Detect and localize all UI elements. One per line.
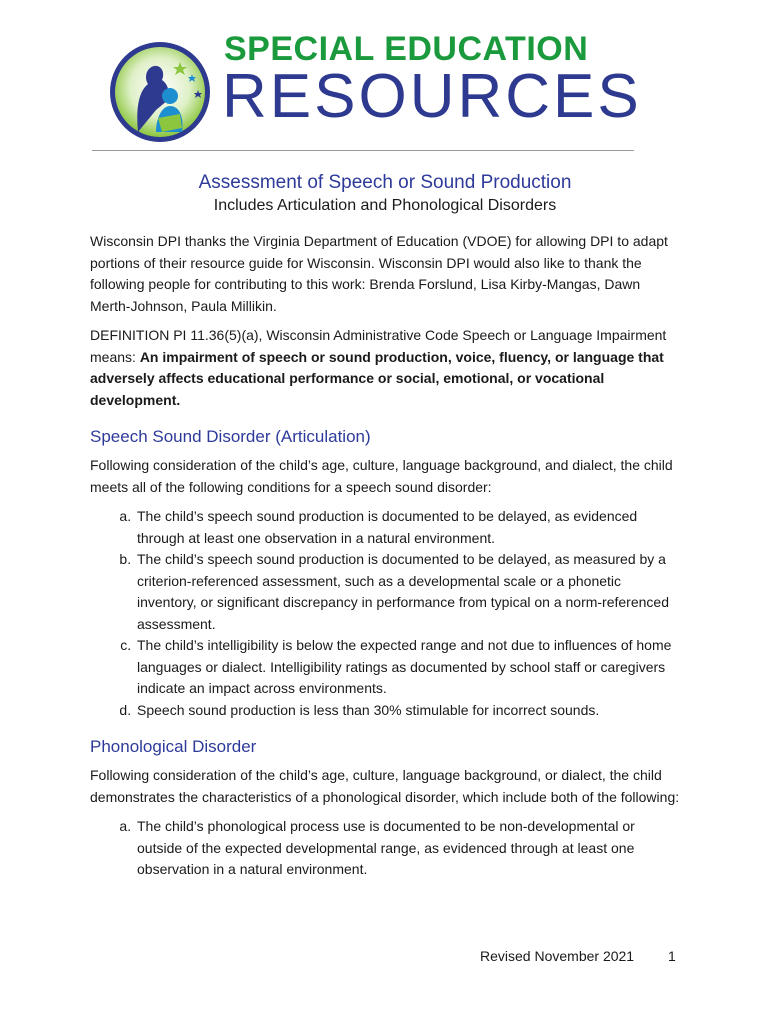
- definition-bold: An impairment of speech or sound production, voice, fluency, or language that adversely affects educational performance or social, emotional, or vocational development.: [90, 348, 664, 408]
- document-header: [0, 0, 768, 160]
- section-heading-phonological: Phonological Disorder: [90, 737, 257, 756]
- list-item: a. The child’s speech sound production is documented to be delayed, as evidenced through at least one observation in a natural environment.: [135, 506, 680, 549]
- document-body: [90, 172, 680, 889]
- page-number: 1: [668, 948, 676, 964]
- intro-paragraph: Wisconsin DPI thanks the Virginia Department of Education (VDOE) for allowing DPI to adapt portions of their resource guide for Wisconsin. Wisconsin DPI would also like to thank the following people for contributing to this work: Brenda Forslund, Lisa Kirby-Mangas, Dawn Merth-Johnson, Paula Millikin.: [90, 233, 668, 314]
- page-title: Assessment of Speech or Sound Production: [198, 172, 572, 193]
- phonological-conditions-list: [90, 816, 680, 881]
- list-item: d. Speech sound production is less than 30% stimulable for incorrect sounds.: [135, 700, 680, 722]
- page-subtitle: Includes Articulation and Phonological Disorders: [213, 197, 557, 214]
- speech-sound-conditions-list: [90, 506, 680, 721]
- definition-lead: DEFINITION PI 11.36(5)(a), Wisconsin Administrative Code Speech or Language Impairment means:: [90, 327, 667, 365]
- definition-paragraph: [90, 325, 680, 411]
- section-lead-phonological: Following consideration of the child’s age, culture, language background, or dialect, the child demonstrates the characteristics of a phonological disorder, which include both of the following:: [90, 767, 680, 805]
- list-item: c. The child’s intelligibility is below the expected range and not due to influences of home languages or dialect. Intelligibility ratings as documented by school staff or caregivers indicate an impact across environments.: [135, 635, 680, 700]
- header-divider: [92, 150, 634, 151]
- section-heading-speech-sound: Speech Sound Disorder (Articulation): [90, 427, 371, 446]
- parent-child-stars-logo-icon: [108, 40, 212, 144]
- list-item: b. The child’s speech sound production is documented to be delayed, as measured by a criterion-referenced assessment, such as a developmental scale or a phonetic inventory, or significant discrepancy in performance from typical on a norm-referenced assessment.: [135, 549, 680, 635]
- brand-title-top: SPECIAL EDUCATION: [224, 30, 589, 68]
- footer-revised-date: Revised November 2021: [480, 948, 635, 964]
- brand-title-bottom: RESOURCES: [222, 62, 642, 131]
- list-item: a. The child’s phonological process use is documented to be non-developmental or outside of the expected developmental range, as evidenced through at least one observation in a natural environment.: [135, 816, 680, 881]
- section-lead-speech-sound: Following consideration of the child’s age, culture, language background, and dialect, the child meets all of the following conditions for a speech sound disorder:: [90, 457, 673, 495]
